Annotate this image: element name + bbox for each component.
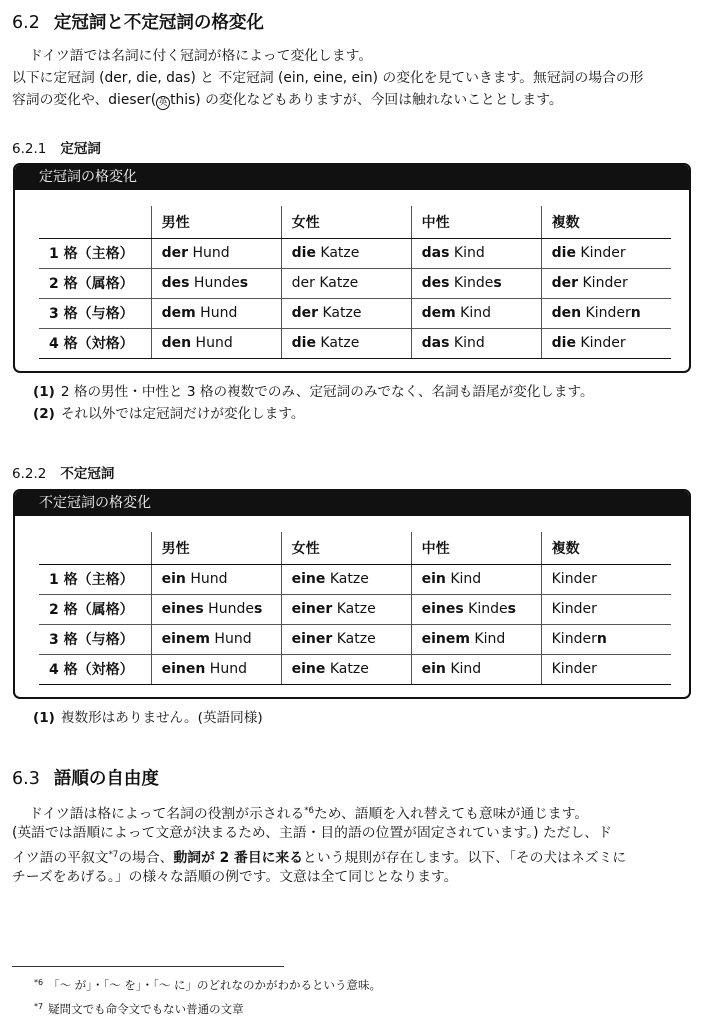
indefinite-article-table bbox=[39, 532, 671, 685]
table-cell bbox=[411, 268, 541, 298]
noun: Kind bbox=[445, 571, 482, 587]
article: der bbox=[291, 305, 319, 321]
footnote-item bbox=[34, 972, 381, 996]
indefinite-article-box bbox=[13, 489, 691, 699]
section-6-3-heading bbox=[12, 765, 159, 790]
definite-notes bbox=[33, 381, 594, 425]
ending: n bbox=[630, 305, 641, 321]
intro-line-3a: 容詞の変化や、dieser( bbox=[12, 92, 157, 108]
noun: Kind bbox=[455, 305, 492, 321]
subsection-number: 6.2.1 bbox=[12, 141, 47, 157]
definite-box-title: 定冠詞の格変化 bbox=[15, 165, 689, 190]
table-cell bbox=[411, 594, 541, 624]
noun: Hund bbox=[188, 245, 230, 261]
article: dem bbox=[421, 305, 456, 321]
table-cell bbox=[281, 268, 411, 298]
footnote-mark: *7 bbox=[34, 1002, 44, 1011]
indefinite-box-title: 不定冠詞の格変化 bbox=[15, 491, 689, 516]
article: einem bbox=[421, 631, 470, 647]
table-cell bbox=[151, 298, 281, 328]
wordorder-line-4: チーズをあげる。」の様々な語順の例です。文意は全て同じとなります。 bbox=[12, 869, 458, 885]
article: einer bbox=[291, 631, 333, 647]
noun: Hund bbox=[195, 305, 238, 321]
article: die bbox=[291, 335, 316, 351]
english-circle-mark: 英 bbox=[156, 96, 170, 110]
footnote-ref-7[interactable]: *7 bbox=[108, 850, 119, 860]
article: die bbox=[551, 245, 576, 261]
wordorder-line-1a: ドイツ語は格によって名詞の役割が示される bbox=[29, 806, 305, 822]
noun: Hund bbox=[185, 571, 228, 587]
table-cell bbox=[151, 564, 281, 594]
footnote-item bbox=[34, 996, 381, 1020]
table-cell bbox=[541, 564, 671, 594]
case-label: 2 格（属格） bbox=[39, 594, 151, 624]
footnote-ref-6[interactable]: *6 bbox=[304, 806, 314, 816]
column-header: 複数 bbox=[541, 532, 671, 564]
footnote-text: 疑問文でも命令文でもない普通の文章 bbox=[48, 1002, 244, 1016]
noun: Kind bbox=[469, 631, 506, 647]
table-cell bbox=[411, 238, 541, 268]
case-label: 4 格（対格） bbox=[39, 654, 151, 684]
noun: Hunde bbox=[189, 275, 240, 291]
table-row bbox=[39, 238, 671, 268]
article: dem bbox=[161, 305, 196, 321]
ending: s bbox=[253, 601, 263, 617]
case-label: 1 格（主格） bbox=[39, 564, 151, 594]
article: ein bbox=[421, 571, 446, 587]
wordorder-line-3b: の場合、 bbox=[118, 850, 174, 866]
table-cell bbox=[411, 328, 541, 358]
article: der bbox=[551, 275, 579, 291]
table-row bbox=[39, 564, 671, 594]
column-header bbox=[39, 206, 151, 238]
table-row bbox=[39, 328, 671, 358]
column-header: 男性 bbox=[151, 206, 281, 238]
note-text: 複数形はありません。(英語同様) bbox=[60, 710, 263, 726]
note-item bbox=[33, 707, 263, 729]
wordorder-line-2: (英語では語順によって文意が決まるため、主語・目的語の位置が固定されています。) ただし、ド bbox=[12, 825, 612, 841]
noun: Kinde bbox=[463, 601, 508, 617]
article: eine bbox=[291, 571, 326, 587]
article: das bbox=[421, 245, 450, 261]
note-text: 2 格の男性・中性と 3 格の複数でのみ、定冠詞のみでなく、名詞も語尾が変化します。 bbox=[60, 384, 594, 400]
table-cell bbox=[541, 624, 671, 654]
ending: s bbox=[493, 275, 502, 291]
table-cell bbox=[411, 624, 541, 654]
table-cell bbox=[541, 654, 671, 684]
article: die bbox=[551, 335, 576, 351]
table-cell bbox=[281, 298, 411, 328]
article: des bbox=[161, 275, 190, 291]
table-cell bbox=[411, 654, 541, 684]
article: einen bbox=[161, 661, 206, 677]
noun: Kind bbox=[449, 335, 485, 351]
intro-line-1: ドイツ語では名詞に付く冠詞が格によって変化します。 bbox=[29, 48, 373, 64]
case-label: 4 格（対格） bbox=[39, 328, 151, 358]
article: die bbox=[291, 245, 316, 261]
noun: Kinder bbox=[551, 571, 597, 587]
table-cell bbox=[281, 328, 411, 358]
ending: s bbox=[507, 601, 516, 617]
intro-line-2: 以下に定冠詞 (der, die, das) と 不定冠詞 (ein, eine, ein) の変化を見ていきます。無冠詞の場合の形 bbox=[12, 70, 644, 86]
case-label: 3 格（与格） bbox=[39, 298, 151, 328]
article: einer bbox=[291, 601, 333, 617]
wordorder-line-3a: イツ語の平叙文 bbox=[12, 850, 109, 866]
noun: Hund bbox=[205, 661, 247, 677]
note-item bbox=[33, 381, 594, 403]
subsection-title: 定冠詞 bbox=[60, 141, 101, 157]
table-cell bbox=[281, 594, 411, 624]
article: ein bbox=[161, 571, 186, 587]
note-text: それ以外では定冠詞だけが変化します。 bbox=[60, 406, 305, 422]
note-number: (1) bbox=[33, 710, 55, 726]
verb-second-rule: 動詞が 2 番目に来る bbox=[173, 850, 304, 866]
definite-article-table bbox=[39, 206, 671, 359]
table-header-row bbox=[39, 206, 671, 238]
subsection-title: 不定冠詞 bbox=[60, 466, 115, 482]
column-header: 複数 bbox=[541, 206, 671, 238]
table-cell bbox=[411, 298, 541, 328]
column-header: 中性 bbox=[411, 206, 541, 238]
article: eine bbox=[291, 661, 326, 677]
article: des bbox=[421, 275, 450, 291]
noun: Kinder bbox=[575, 335, 626, 351]
wordorder-line-3 bbox=[12, 844, 702, 866]
noun: Katze bbox=[318, 305, 362, 321]
column-header: 女性 bbox=[281, 532, 411, 564]
noun: Katze bbox=[325, 571, 369, 587]
table-cell bbox=[411, 564, 541, 594]
wordorder-line-1b: ため、語順を入れ替えても意味が通じます。 bbox=[313, 806, 589, 822]
table-cell bbox=[541, 268, 671, 298]
column-header: 中性 bbox=[411, 532, 541, 564]
table-cell bbox=[281, 654, 411, 684]
case-label: 2 格（属格） bbox=[39, 268, 151, 298]
table-cell bbox=[281, 564, 411, 594]
case-label: 1 格（主格） bbox=[39, 238, 151, 268]
table-cell bbox=[151, 268, 281, 298]
noun: Katze bbox=[332, 631, 376, 647]
table-row bbox=[39, 654, 671, 684]
ending: n bbox=[596, 631, 607, 647]
article: das bbox=[421, 335, 450, 351]
table-row bbox=[39, 268, 671, 298]
note-number: (1) bbox=[33, 384, 55, 400]
noun: Kinder bbox=[551, 661, 597, 677]
table-cell bbox=[151, 594, 281, 624]
table-cell bbox=[151, 624, 281, 654]
table-cell bbox=[541, 328, 671, 358]
footnote-divider bbox=[12, 966, 284, 967]
noun: Kinder bbox=[575, 245, 626, 261]
table-cell bbox=[281, 624, 411, 654]
noun: Kinde bbox=[449, 275, 494, 291]
column-header: 女性 bbox=[281, 206, 411, 238]
column-header bbox=[39, 532, 151, 564]
article: eines bbox=[161, 601, 204, 617]
table-cell bbox=[541, 238, 671, 268]
table-cell bbox=[281, 238, 411, 268]
wordorder-line-1 bbox=[12, 800, 702, 822]
article: ein bbox=[421, 661, 446, 677]
indefinite-notes bbox=[33, 707, 263, 729]
table-row bbox=[39, 594, 671, 624]
wordorder-line-3c: という規則が存在します。以下、「その犬はネズミに bbox=[303, 850, 627, 866]
table-cell bbox=[541, 594, 671, 624]
note-item bbox=[33, 403, 594, 425]
noun: Kinder bbox=[581, 305, 631, 321]
table-cell bbox=[541, 298, 671, 328]
noun: Kinder bbox=[551, 601, 597, 617]
footnotes bbox=[34, 972, 381, 1020]
note-number: (2) bbox=[33, 406, 55, 422]
column-header: 男性 bbox=[151, 532, 281, 564]
table-cell bbox=[151, 654, 281, 684]
section-6-2-heading bbox=[12, 9, 264, 34]
noun: Katze bbox=[315, 245, 360, 261]
noun: Kind bbox=[449, 245, 485, 261]
noun: der Katze bbox=[291, 275, 359, 291]
article: einem bbox=[161, 631, 210, 647]
subsection-number: 6.2.2 bbox=[12, 466, 47, 482]
noun: Hund bbox=[191, 335, 233, 351]
word-order-paragraph bbox=[12, 800, 702, 888]
article: den bbox=[551, 305, 582, 321]
article: eines bbox=[421, 601, 464, 617]
article: der bbox=[161, 245, 189, 261]
table-row bbox=[39, 624, 671, 654]
subsection-6-2-1-heading bbox=[12, 137, 101, 157]
ending: s bbox=[239, 275, 249, 291]
subsection-6-2-2-heading bbox=[12, 462, 114, 482]
noun: Katze bbox=[332, 601, 376, 617]
section-title: 定冠詞と不定冠詞の格変化 bbox=[53, 13, 264, 33]
intro-paragraph bbox=[12, 45, 702, 111]
table-row bbox=[39, 298, 671, 328]
footnote-mark: *6 bbox=[34, 978, 44, 987]
section-number: 6.3 bbox=[12, 769, 40, 789]
noun: Katze bbox=[325, 661, 369, 677]
noun: Hunde bbox=[203, 601, 254, 617]
section-number: 6.2 bbox=[12, 13, 40, 33]
noun: Kinder bbox=[551, 631, 597, 647]
definite-article-box bbox=[13, 163, 691, 373]
section-title: 語順の自由度 bbox=[53, 769, 159, 789]
table-cell bbox=[151, 238, 281, 268]
intro-line-3 bbox=[12, 89, 702, 111]
noun: Hund bbox=[209, 631, 252, 647]
article: den bbox=[161, 335, 192, 351]
noun: Kind bbox=[445, 661, 482, 677]
case-label: 3 格（与格） bbox=[39, 624, 151, 654]
noun: Kinder bbox=[578, 275, 628, 291]
footnote-text: 「～ が」・「～ を」・「～ に」のどれなのかがわかるという意味。 bbox=[48, 978, 382, 992]
intro-line-3b: this) の変化などもありますが、今回は触れないこととします。 bbox=[170, 92, 563, 108]
table-header-row bbox=[39, 532, 671, 564]
noun: Katze bbox=[315, 335, 360, 351]
table-cell bbox=[151, 328, 281, 358]
